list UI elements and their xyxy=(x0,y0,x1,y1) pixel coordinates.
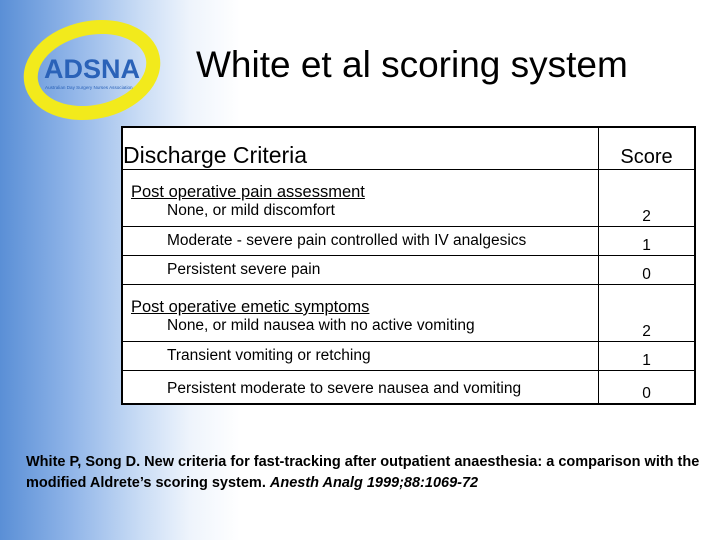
table-row xyxy=(122,256,695,285)
score-cell: 2 xyxy=(599,285,696,342)
reference-citation: Anesth Analg 1999;88:1069-72 xyxy=(269,475,479,491)
table-row xyxy=(122,285,695,342)
table-header-row xyxy=(122,127,695,170)
table-row xyxy=(122,371,695,405)
criterion-text: Persistent severe pain xyxy=(167,261,321,278)
criterion-cell xyxy=(122,227,599,256)
score-cell: 2 xyxy=(599,170,696,227)
criterion-cell xyxy=(122,170,599,227)
header-criteria: Discharge Criteria xyxy=(122,127,599,170)
criterion-cell xyxy=(122,371,599,405)
criterion-text: None, or mild discomfort xyxy=(167,202,335,219)
criterion-cell xyxy=(122,256,599,285)
reference-note xyxy=(26,452,706,494)
criterion-text: Moderate - severe pain controlled with IV analgesics xyxy=(167,232,527,249)
group-heading-pain: Post operative pain assessment xyxy=(131,183,365,201)
header-score: Score xyxy=(599,127,696,170)
table-row xyxy=(122,342,695,371)
discharge-criteria-table xyxy=(121,126,696,405)
criterion-text: Persistent moderate to severe nausea and vomiting xyxy=(167,380,522,397)
score-cell: 1 xyxy=(599,227,696,256)
table-row xyxy=(122,227,695,256)
score-cell: 1 xyxy=(599,342,696,371)
criterion-cell xyxy=(122,285,599,342)
logo-text: ADSNA xyxy=(44,54,141,84)
table-row xyxy=(122,170,695,227)
criterion-text: Transient vomiting or retching xyxy=(167,347,371,364)
adsna-logo xyxy=(14,12,174,122)
criterion-cell xyxy=(122,342,599,371)
reference-text: White P, Song D. New criteria for fast-tracking after outpatient anaesthesia: a comparison with the modified Aldrete’s scoring system. xyxy=(26,454,700,491)
score-cell: 0 xyxy=(599,371,696,405)
score-cell: 0 xyxy=(599,256,696,285)
slide-title: White et al scoring system xyxy=(196,44,628,85)
criterion-text: None, or mild nausea with no active vomiting xyxy=(167,317,475,334)
logo-subtitle: Australian Day Surgery Nurses Association xyxy=(45,85,133,90)
group-heading-emetic: Post operative emetic symptoms xyxy=(131,298,370,316)
